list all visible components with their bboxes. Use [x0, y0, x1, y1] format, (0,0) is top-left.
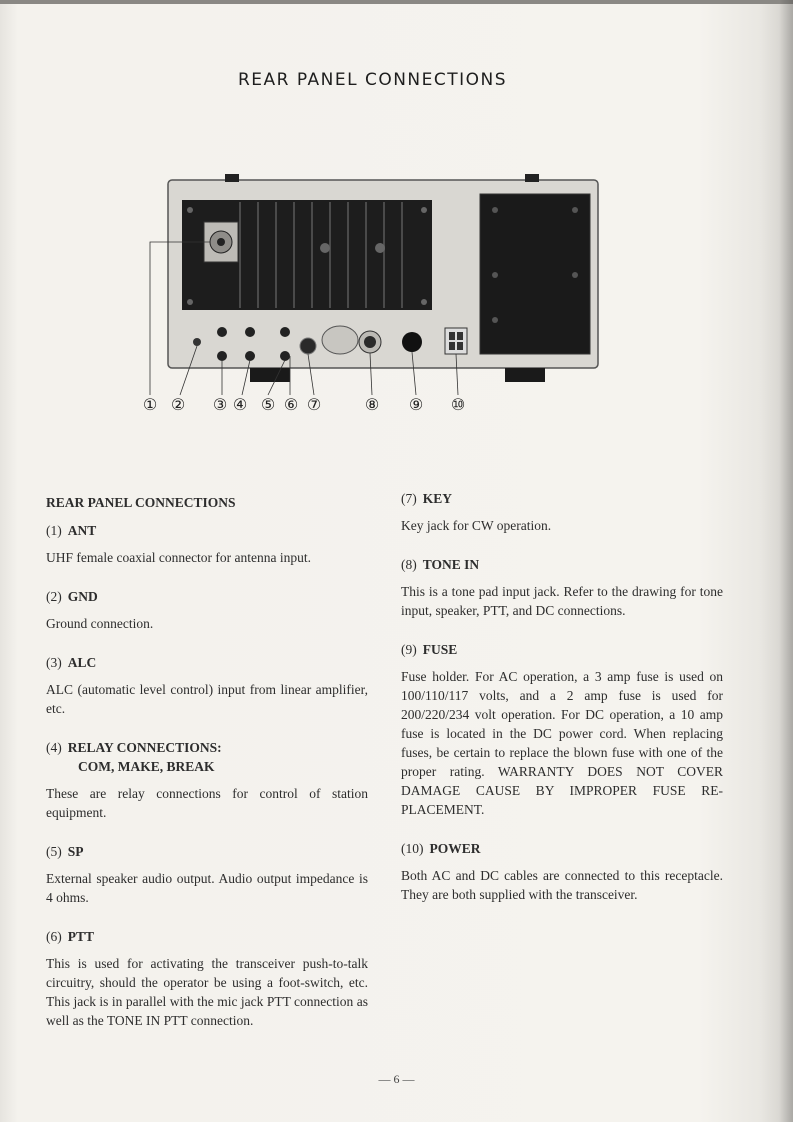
section-heading: ALC	[67, 655, 97, 670]
bottom-foot-left	[250, 368, 290, 382]
section-alc: (3) ALC ALC (automatic level control) input from linear amplifier, etc.	[46, 655, 368, 716]
section-heading: PTT	[67, 929, 95, 944]
callout-8: ⑧	[364, 395, 380, 414]
section-title: REAR PANEL CONNECTIONS	[46, 495, 236, 510]
section-body: This is a tone pad input jack. Refer to the drawing for tone input, speaker, PTT, and DC connections.	[401, 584, 723, 618]
section-relay: (4) RELAY CONNECTIONS: COM, MAKE, BREAK These are relay connections for control of station equipment.	[46, 740, 368, 820]
callout-5: ⑤	[260, 395, 276, 414]
callout-6: ⑥	[283, 395, 299, 414]
section-heading: SP	[67, 844, 84, 859]
rear-panel-photo	[140, 170, 610, 420]
section-body: These are relay connections for control of station equipment.	[46, 786, 368, 820]
section-tone-in: (8) TONE IN This is a tone pad input jack. Refer to the drawing for tone input, speaker, PTT, and DC connections.	[401, 557, 723, 618]
section-body: UHF female coaxial connector for antenna input.	[46, 550, 312, 565]
section-gnd: (2) GND Ground connection.	[46, 587, 368, 633]
page-right-edge-shadow	[779, 0, 793, 1122]
section-heading: FUSE	[422, 642, 458, 657]
top-foot-left	[225, 174, 239, 182]
top-foot-right	[525, 174, 539, 182]
section-subheading: COM, MAKE, BREAK	[78, 759, 215, 774]
callout-9: ⑨	[408, 395, 424, 414]
callout-4: ④	[232, 395, 248, 414]
section-body: External speaker audio output. Audio output impedance is 4 ohms.	[46, 871, 368, 905]
section-sp: (5) SP External speaker audio output. Audio output impedance is 4 ohms.	[46, 844, 368, 905]
callout-10: ⑩	[450, 395, 466, 414]
section-fuse: (9) FUSE Fuse holder. For AC operation, a 3 amp fuse is used on 100/110/117 volts, and a 2 amp fuse is used for 200/220/234 volt operation. For DC operation, a 10 amp fuse is located in the DC power cord. When replacing fuses, be certain to replace the blown fuse with one of the proper rating. WARRANTY DOES NOT COVER DAMAGE CAUSE BY IMPROPER FUSE RE-PLACEMENT.	[401, 642, 723, 817]
section-key: (7) KEY Key jack for CW operation.	[401, 489, 723, 535]
section-heading: GND	[67, 589, 98, 604]
section-body: This is used for activating the transceiver push-to-talk circuitry, should the operator be using a foot-switch, etc. This jack is in parallel with the mic jack PTT connection as well as the TONE IN PTT connection.	[46, 956, 368, 1028]
page-top-edge	[0, 0, 793, 4]
section-heading: RELAY CONNECTIONS:	[67, 740, 222, 755]
bottom-foot-right	[505, 368, 545, 382]
callout-3: ③	[212, 395, 228, 414]
section-heading: POWER	[429, 841, 481, 856]
section-ptt: (6) PTT This is used for activating the transceiver push-to-talk circuitry, should the operator be using a foot-switch, etc. This jack is in parallel with the mic jack PTT connection as well as the TONE IN PTT connection.	[46, 929, 368, 1028]
section-body: Fuse holder. For AC operation, a 3 amp fuse is used on 100/110/117 volts, and a 2 amp fuse is used for 200/220/234 volt operation. For DC operation, a 10 amp fuse is located in the DC power cord. When replacing fuses, be certain to replace the blown fuse with one of the proper rating. WARRANTY DOES NOT COVER DAMAGE CAUSE BY IMPROPER FUSE RE-PLACEMENT.	[401, 669, 723, 817]
callout-2: ②	[170, 395, 186, 414]
section-heading: ANT	[67, 523, 97, 538]
callout-7: ⑦	[306, 395, 322, 414]
callout-1: ①	[142, 395, 158, 414]
section-heading: TONE IN	[422, 557, 480, 572]
section-body: ALC (automatic level control) input from linear amplifier, etc.	[46, 682, 368, 716]
right-column	[401, 489, 723, 924]
section-heading: KEY	[422, 491, 453, 506]
section-body: Ground connection.	[46, 616, 154, 631]
page-title: REAR PANEL CONNECTIONS	[237, 70, 508, 90]
section-body: Both AC and DC cables are connected to this receptacle. They are both supplied with the transceiver.	[401, 868, 723, 902]
section-power: (10) POWER Both AC and DC cables are connected to this receptacle. They are both supplied with the transceiver.	[401, 841, 723, 902]
section-body: Key jack for CW operation.	[401, 518, 552, 533]
left-column	[46, 493, 368, 1050]
section-ant: (1) ANT UHF female coaxial connector for antenna input.	[46, 521, 368, 567]
page-number: — 6 —	[378, 1072, 415, 1086]
